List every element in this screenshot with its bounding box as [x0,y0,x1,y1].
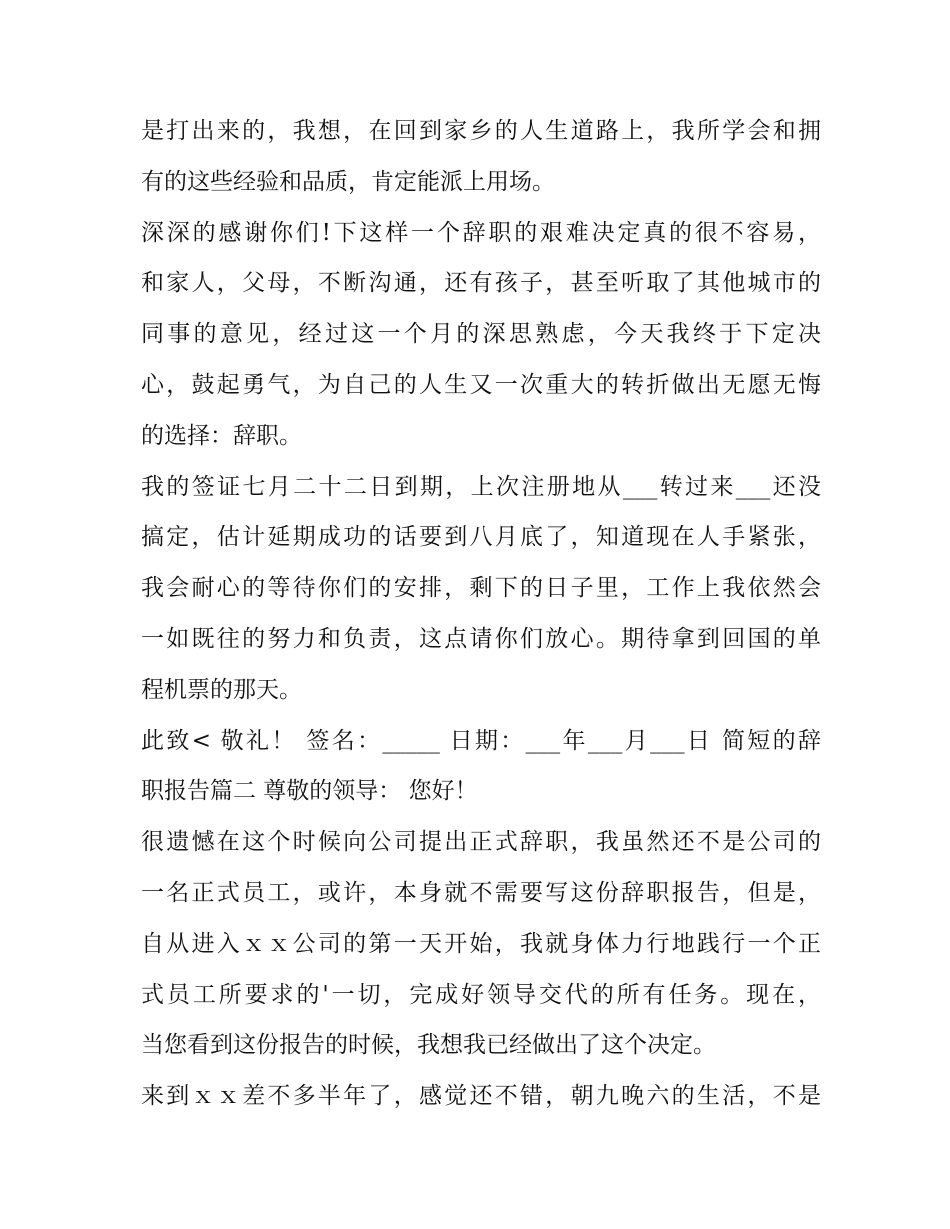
text-line: 的选择：辞职。 [141,422,302,449]
text-line: 一名正式员工，或许，本身就不需要写这份辞职报告，但是， [141,879,821,906]
text-line: 和家人，父母，不断沟通，还有孩子，甚至听取了其他城市的 [141,270,821,297]
text-line: 心，鼓起勇气，为自己的人生又一次重大的转折做出无愿无悔 [141,371,821,398]
text-line: 有的这些经验和品质，肯定能派上用场。 [141,168,555,195]
text-line: 我的签证七月二十二日到期，上次注册地从___转过来___还没 [141,473,821,500]
document-body [141,106,821,1122]
text-line: 式员工所要求的'一切，完成好领导交代的所有任务。现在， [141,981,821,1008]
text-line: 同事的意见，经过这一个月的深思熟虑，今天我终于下定决 [141,321,821,348]
text-line: 一如既往的努力和负责，这点请你们放心。期待拿到回国的单 [141,625,821,652]
text-line: 此致< 敬礼！ 签名：_____ 日期：___年___月___日 简短的辞 [141,727,821,754]
text-line: 深深的感谢你们!下这样一个辞职的艰难决定真的很不容易， [141,219,821,246]
text-line: 搞定，估计延期成功的话要到八月底了，知道现在人手紧张， [141,524,821,551]
text-line: 是打出来的，我想，在回到家乡的人生道路上，我所学会和拥 [141,118,821,144]
text-line: 很遗憾在这个时候向公司提出正式辞职，我虽然还不是公司的 [141,829,821,856]
text-line: 自从进入ｘｘ公司的第一天开始，我就身体力行地践行一个正 [141,930,821,957]
text-line: 当您看到这份报告的时候，我想我已经做出了这个决定。 [141,1032,716,1059]
text-line: 来到ｘｘ差不多半年了，感觉还不错，朝九晚六的生活，不是 [141,1083,821,1110]
text-line: 职报告篇二 尊敬的领导： 您好！ [141,778,478,805]
text-line: 程机票的那天。 [141,676,302,703]
text-line: 我会耐心的等待你们的安排，剩下的日子里，工作上我依然会 [141,575,821,602]
